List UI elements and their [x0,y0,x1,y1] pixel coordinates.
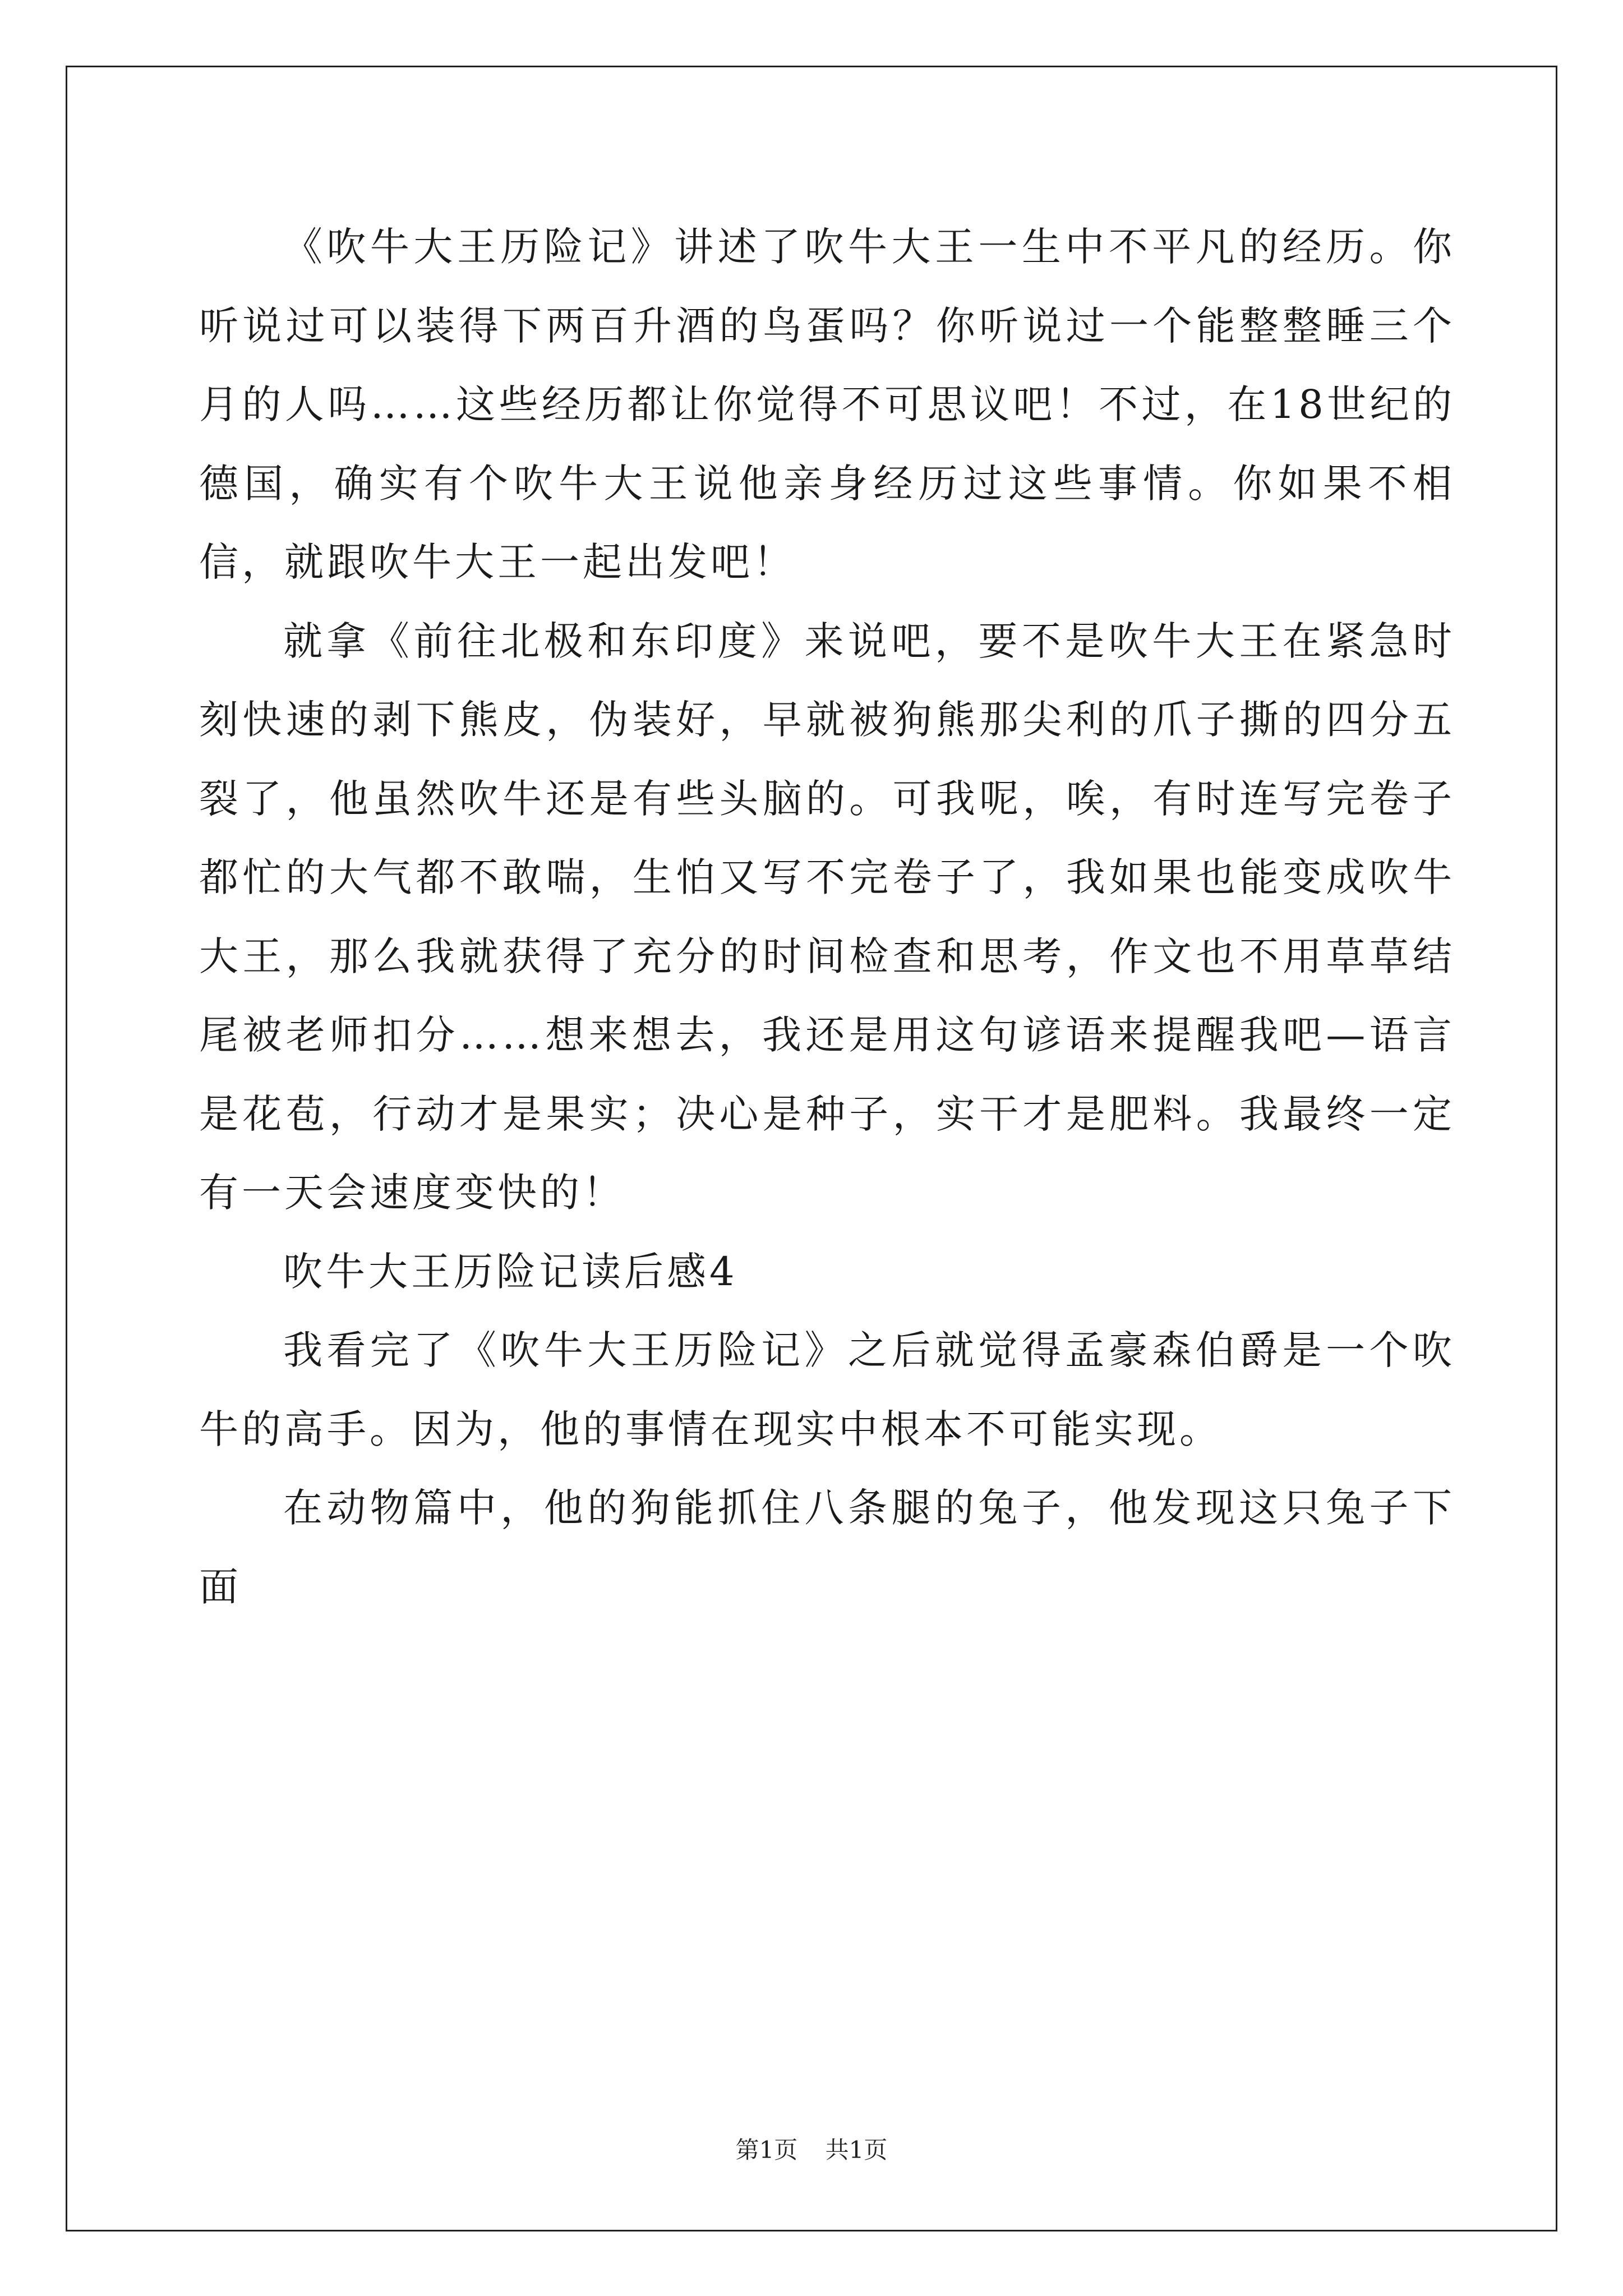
paragraph-3: 我看完了《吹牛大王历险记》之后就觉得孟豪森伯爵是一个吹牛的高手。因为，他的事情在现实中根本不可能实现。 [199,1327,1455,1452]
page-number: 第1页 [735,2136,798,2164]
page-footer [0,2132,1623,2165]
section-heading: 吹牛大王历险记读后感4 [283,1248,738,1295]
paragraph-4: 在动物篇中，他的狗能抓住八条腿的兔子，他发现这只兔子下面 [199,1485,1455,1610]
paragraph-1: 《吹牛大王历险记》讲述了吹牛大王一生中不平凡的经历。你听说过可以装得下两百升酒的鸟蛋吗？你听说过一个能整整睡三个月的人吗……这些经历都让你觉得不可思议吧！不过，在18世纪的德国，确实有个吹牛大王说他亲身经历过这些事情。你如果不相信，就跟吹牛大王一起出发吧！ [199,224,1455,585]
paragraph-2: 就拿《前往北极和东印度》来说吧，要不是吹牛大王在紧急时刻快速的剥下熊皮，伪装好，早就被狗熊那尖利的爪子撕的四分五裂了，他虽然吹牛还是有些头脑的。可我呢，唉，有时连写完卷子都忙的大气都不敢喘，生怕又写不完卷子了，我如果也能变成吹牛大王，那么我就获得了充分的时间检查和思考，作文也不用草草结尾被老师扣分……想来想去，我还是用这句谚语来提醒我吧—语言是花苞，行动才是果实；决心是种子，实干才是肥料。我最终一定有一天会速度变快的！ [199,618,1455,1216]
page-total: 共1页 [825,2136,888,2164]
document-body [199,208,1455,1626]
